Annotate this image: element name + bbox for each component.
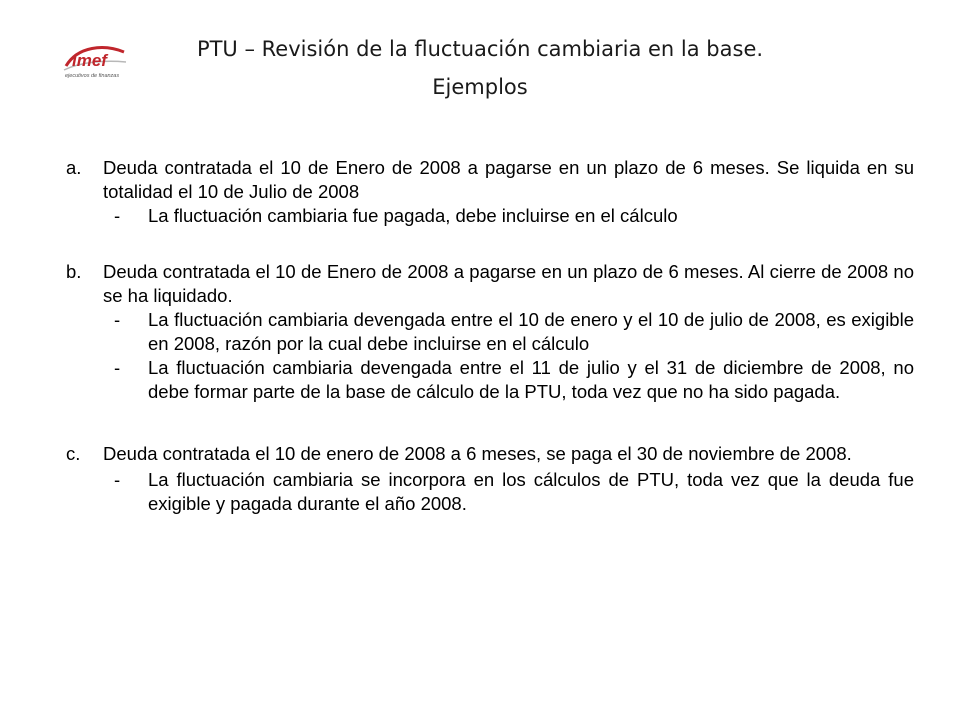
- title-line-1: PTU – Revisión de la fluctuación cambiaria en la base.: [196, 37, 764, 61]
- sub-item: [114, 468, 914, 516]
- item-marker: b.: [66, 261, 82, 282]
- item-text: Deuda contratada el 10 de enero de 2008 a 6 meses, se paga el 30 de noviembre de 2008.: [103, 443, 852, 464]
- list-item-b: [66, 260, 914, 308]
- sub-item-text: La fluctuación cambiaria fue pagada, debe incluirse en el cálculo: [148, 205, 678, 226]
- sub-item-text: La fluctuación cambiaria devengada entre el 11 de julio y el 31 de diciembre de 2008, no debe formar parte de la base de cálculo de la PTU, toda vez que no ha sido pagada.: [148, 357, 914, 402]
- sub-item-text: La fluctuación cambiaria se incorpora en los cálculos de PTU, toda vez que la deuda fue exigible y pagada durante el año 2008.: [148, 469, 914, 514]
- sub-item-dash: -: [114, 309, 121, 330]
- sub-item-text: La fluctuación cambiaria devengada entre el 10 de enero y el 10 de julio de 2008, es exigible en 2008, razón por la cual debe incluirse en el cálculo: [148, 309, 914, 354]
- sub-item: [114, 356, 914, 404]
- logo-tagline: ejecutivos de finanzas: [65, 73, 120, 79]
- slide-title: [130, 30, 830, 106]
- sub-item-dash: -: [114, 469, 121, 490]
- item-marker: c.: [66, 443, 81, 464]
- sub-item: [114, 204, 914, 228]
- list-item-a: [66, 156, 914, 204]
- sub-item-dash: -: [114, 205, 121, 226]
- list-item-c: [66, 440, 914, 468]
- item-text: Deuda contratada el 10 de Enero de 2008 a pagarse en un plazo de 6 meses. Se liquida en su totalidad el 10 de Julio de 2008: [103, 157, 914, 202]
- imef-logo: [60, 44, 128, 80]
- logo-wordmark: imef: [72, 51, 107, 70]
- title-line-2: Ejemplos: [432, 75, 528, 99]
- item-text: Deuda contratada el 10 de Enero de 2008 a pagarse en un plazo de 6 meses. Al cierre de 2008 no se ha liquidado.: [103, 261, 914, 306]
- item-marker: a.: [66, 157, 82, 178]
- sub-item-dash: -: [114, 357, 121, 378]
- examples-list: [66, 156, 914, 516]
- sub-item: [114, 308, 914, 356]
- imef-logo-graphic: [60, 44, 128, 80]
